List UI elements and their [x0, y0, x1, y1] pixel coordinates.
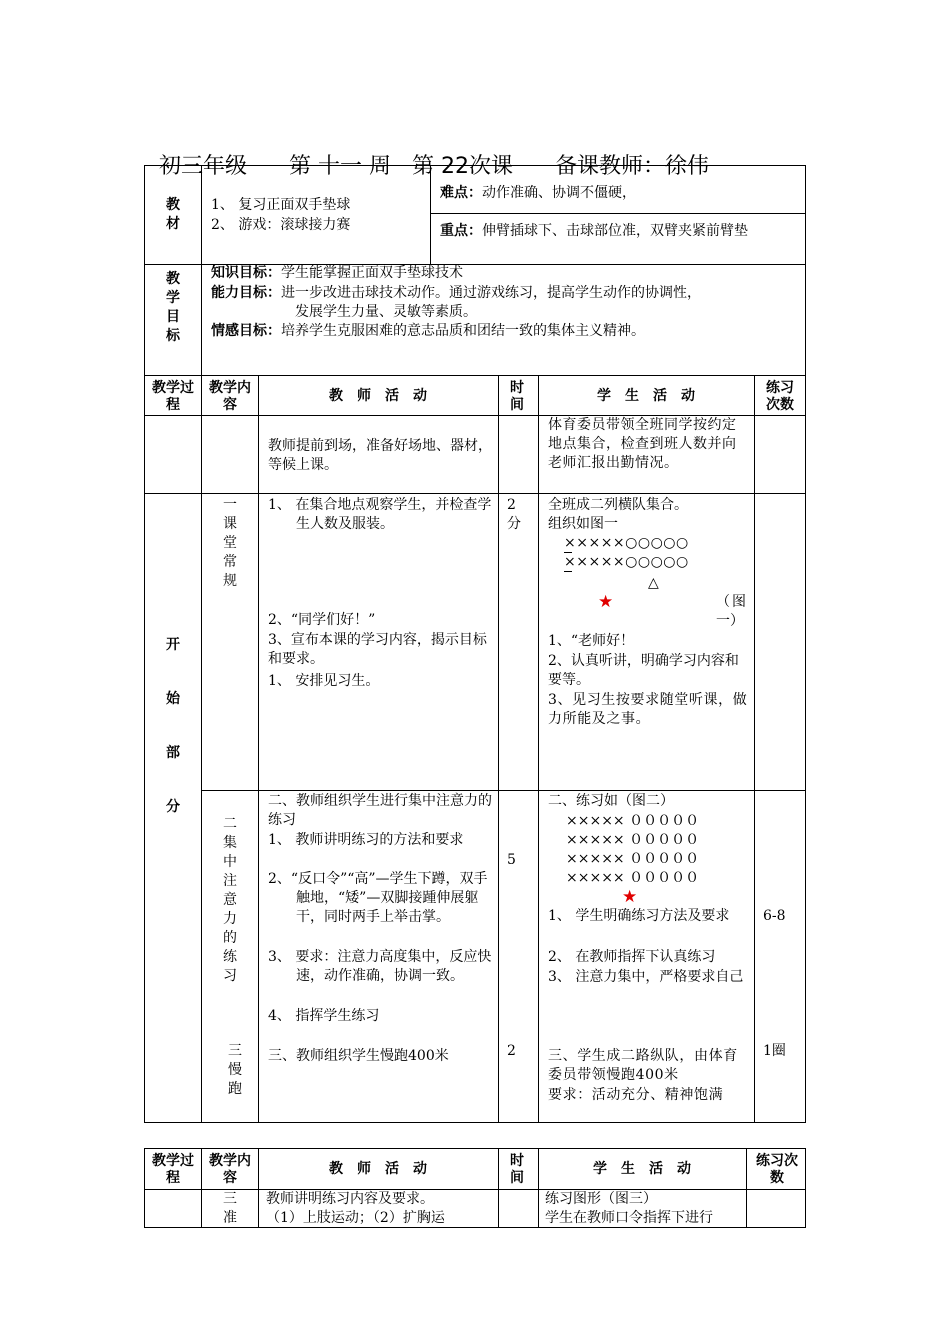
part4-teacher-1: 教师讲明练习内容及要求。 — [266, 1191, 434, 1207]
header2-content: 教学内容 — [209, 1153, 251, 1186]
part2-student-title: 二、练习如（图二） — [548, 793, 674, 809]
formation-row-1: ×××××○○○○○ — [564, 535, 689, 551]
objectives-label: 教学目标 — [166, 271, 180, 344]
header-student: 学 生 活 动 — [597, 388, 695, 404]
part4-content: 三准 — [223, 1191, 237, 1226]
part1-student-4: 2、认真听讲，明确学习内容和要等。 — [548, 653, 739, 688]
formation2-row-1: ××××× ０００００ — [566, 813, 700, 829]
part2-teacher-4: 4、 指挥学生练习 — [268, 1008, 380, 1024]
header2-count: 练习次数 — [756, 1153, 798, 1186]
emotion-text: 培养学生克服困难的意志品质和团结一致的集体主义精神。 — [281, 323, 645, 339]
header-content: 教学内容 — [209, 380, 251, 413]
header-time: 时间 — [510, 380, 524, 413]
part2-student-2: 2、 在教师指挥下认真练习 — [548, 949, 716, 965]
preclass-student: 体育委员带领全班同学按约定地点集合，检查到班人数并向老师汇报出勤情况。 — [548, 417, 737, 471]
part3-student-1: 三、学生成二路纵队，由体育委员带领慢跑400米 — [548, 1048, 738, 1083]
material-item-1: 1、 复习正面双手垫球 — [211, 197, 351, 213]
star-icon: ★ — [622, 887, 638, 907]
header-process: 教学过程 — [152, 380, 194, 413]
part1-student-2: 组织如图一 — [548, 516, 618, 532]
part2-teacher-title: 二、教师组织学生进行集中注意力的练习 — [268, 793, 492, 828]
difficulty-text: 动作准确、协调不僵硬， — [482, 185, 636, 201]
part4-student-1: 练习图形（图三） — [545, 1191, 657, 1207]
part1-student-3: 1、“老师好！ — [548, 633, 635, 649]
part1-student-1: 全班成二列横队集合。 — [548, 497, 688, 513]
material-label: 教材 — [166, 197, 180, 232]
part4-student-2: 学生在教师口令指挥下进行 — [545, 1210, 713, 1226]
triangle-icon: △ — [648, 575, 659, 591]
part3-count: 1圈 — [763, 1043, 786, 1059]
header-teacher: 教 师 活 动 — [329, 388, 427, 404]
key-point-row — [440, 222, 800, 241]
part2-count: 6-8 — [763, 908, 786, 924]
knowledge-text: 学生能掌握正面双手垫球技术 — [281, 265, 463, 281]
ability-goal — [211, 284, 701, 303]
difficulty-label: 难点： — [440, 185, 482, 201]
part3-time: 2 — [507, 1043, 516, 1059]
part3-student-2: 要求：活动充分、精神饱满 — [548, 1087, 724, 1103]
header-count: 练习次数 — [766, 380, 794, 413]
star-icon: ★ — [598, 592, 614, 612]
emotion-label: 情感目标： — [211, 323, 281, 339]
part2-student-3: 3、 注意力集中，严格要求自己 — [548, 969, 744, 985]
part1-teacher-4: 1、 安排见习生。 — [268, 673, 380, 689]
part2-time: 5 — [507, 852, 516, 868]
knowledge-label: 知识目标： — [211, 265, 281, 281]
grade-label: 初三年级 — [159, 154, 248, 179]
part2-teacher-1: 1、 教师讲明练习的方法和要求 — [268, 832, 464, 848]
difficulty-row — [440, 184, 636, 203]
header2-time: 时间 — [510, 1153, 524, 1186]
ability-text: 进一步改进击球技术动作。通过游戏练习，提高学生动作的协调性， — [281, 285, 701, 301]
emotion-goal — [211, 322, 645, 341]
week-label: 第 十一 周 — [288, 154, 391, 179]
header2-student: 学 生 活 动 — [593, 1161, 691, 1177]
figure-1-label: （图一） — [716, 594, 746, 629]
part2-student-1: 1、 学生明确练习方法及要求 — [548, 908, 730, 924]
part2-teacher-2: 2、“反口令”“高”—学生下蹲，双手触地，“矮”—双脚接踵伸展躯干，同时两手上举击掌。 — [268, 871, 488, 925]
ability-label: 能力目标： — [211, 285, 281, 301]
part2-content: 二集中注意力的练习 — [223, 816, 237, 984]
formation2-row-4: ××××× ０００００ — [566, 870, 700, 886]
part1-teacher-2: 2、“同学们好！” — [268, 612, 376, 628]
part1-student-5: 3、见习生按要求随堂听课，做力所能及之事。 — [548, 692, 748, 727]
header2-process: 教学过程 — [152, 1153, 194, 1186]
preclass-teacher: 教师提前到场，准备好场地、器材，等候上课。 — [268, 438, 492, 473]
formation-row-2: ×××××○○○○○ — [564, 554, 689, 570]
part2-teacher-3: 3、 要求：注意力高度集中，反应快速，动作准确，协调一致。 — [268, 949, 492, 984]
formation2-row-3: ××××× ０００００ — [566, 851, 700, 867]
start-section-label: 开始部分 — [166, 637, 180, 815]
part4-teacher-2: （1）上肢运动；（2）扩胸运 — [266, 1210, 445, 1226]
part3-teacher: 三、教师组织学生慢跑400米 — [268, 1048, 449, 1064]
ability-text-2: 发展学生力量、灵敏等素质。 — [295, 304, 477, 320]
key-point-label: 重点： — [440, 223, 482, 239]
part1-teacher-1: 1、 在集合地点观察学生，并检查学生人数及服装。 — [268, 497, 492, 532]
material-item-2: 2、 游戏：滚球接力赛 — [211, 217, 351, 233]
formation2-row-2: ××××× ０００００ — [566, 832, 700, 848]
part3-content: 三慢跑 — [228, 1043, 242, 1097]
header2-teacher: 教 师 活 动 — [329, 1161, 427, 1177]
part1-content: 一课堂常规 — [223, 497, 237, 589]
part1-teacher-3: 3、宣布本课的学习内容，揭示目标和要求。 — [268, 632, 487, 667]
key-point-text: 伸臂插球下、击球部位准，双臂夹紧前臂垫 — [482, 223, 748, 239]
part1-time: 2分 — [507, 497, 521, 532]
teacher-name-label: 备课教师：徐伟 — [554, 154, 709, 179]
lesson-label: 第 22次课 — [411, 154, 513, 179]
knowledge-goal — [211, 264, 463, 283]
